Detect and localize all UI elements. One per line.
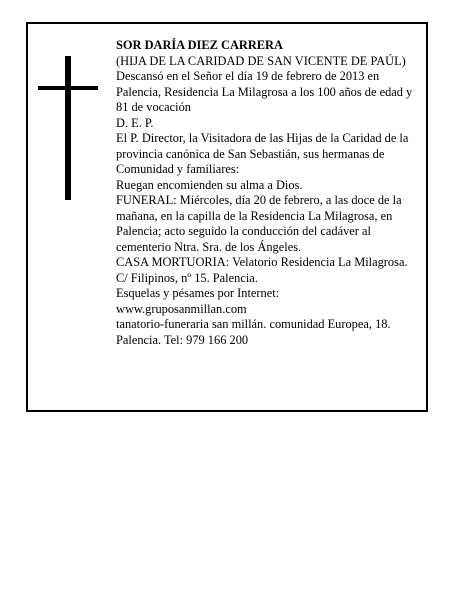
prayer-request: Ruegan encomienden su alma a Dios. <box>116 177 303 192</box>
website-link: www.gruposanmillan.com <box>116 301 247 316</box>
funeral-details: FUNERAL: Miércoles, día 20 de febrero, a las doce de la mañana, en la capilla de la Residencia La Milagrosa, en Palencia; acto seguido la conducción del cadáver al cementerio Ntra. Sra. de los Ángeles. <box>116 193 402 254</box>
internet-condolences-label: Esquelas y pésames por Internet: <box>116 286 280 300</box>
rip-line: D. E. P. <box>116 115 154 130</box>
funeral-home-contact: tanatorio-funeraria san millán. comunidad Europea, 18. Palencia. Tel: 979 166 200 <box>116 317 391 347</box>
latin-cross-icon <box>38 56 98 200</box>
mourners-line: El P. Director, la Visitadora de las Hijas de la Caridad de la provincia canónica de San Sebastián, sus hermanas de Comunidad y familiares: <box>116 131 409 176</box>
congregation-line: (HIJA DE LA CARIDAD DE SAN VICENTE DE PAÚL) <box>116 53 406 68</box>
deceased-name: SOR DARÍA DIEZ CARRERA <box>116 38 283 52</box>
obituary-notice <box>26 22 428 412</box>
wake-location: CASA MORTUORIA: Velatorio Residencia La Milagrosa. C/ Filipinos, nº 15. Palencia. <box>116 255 408 285</box>
death-announcement: Descansó en el Señor el día 19 de febrero de 2013 en Palencia, Residencia La Milagrosa a los 100 años de edad y 81 de vocación <box>116 69 413 114</box>
obituary-text <box>116 38 416 348</box>
